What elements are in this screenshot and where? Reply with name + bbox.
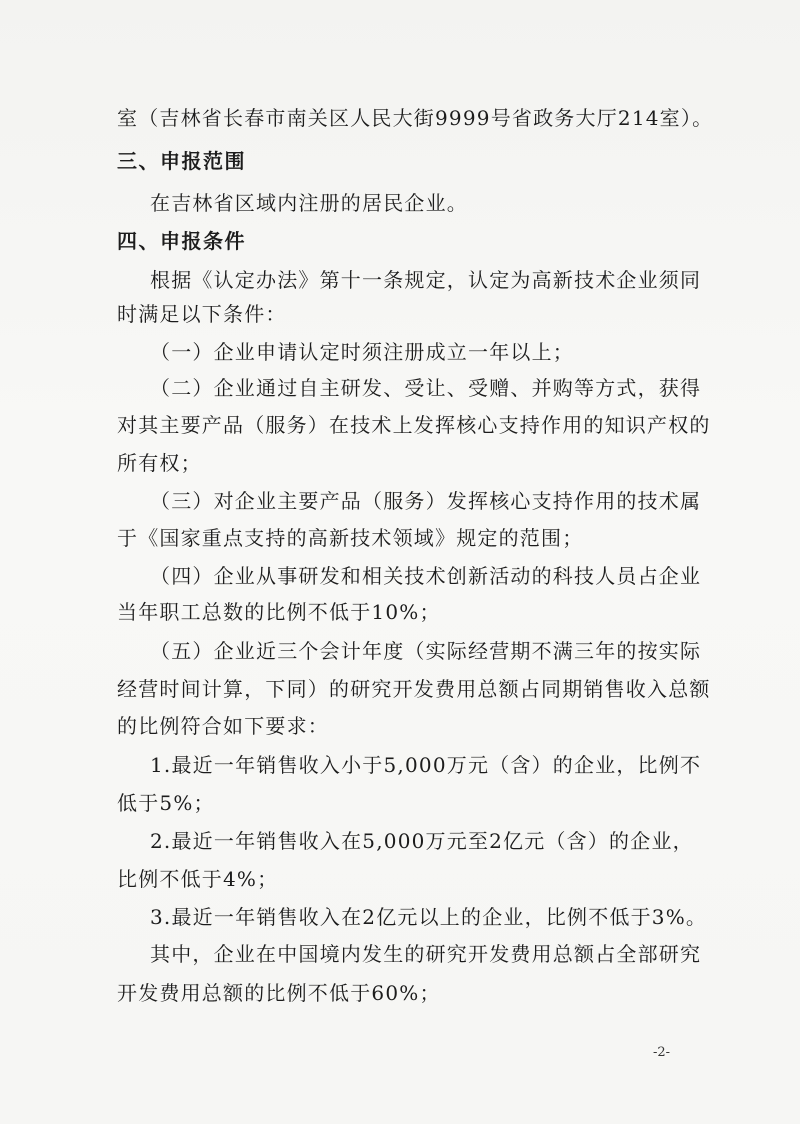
text-line: 2.最近一年销售收入在5,000万元至2亿元（含）的企业， — [150, 829, 694, 853]
text-line: 时满足以下条件： — [117, 302, 287, 326]
text-line: 比例不低于4%； — [117, 867, 279, 891]
text-line: 对其主要产品（服务）在技术上发挥核心支持作用的知识产权的 — [117, 413, 711, 437]
text-line: 当年职工总数的比例不低于10%； — [117, 600, 441, 624]
section-heading: 三、申报范围 — [117, 149, 246, 173]
text-line: （二）企业通过自主研发、受让、受赠、并购等方式，获得 — [150, 376, 702, 400]
text-line: （一）企业申请认定时须注册成立一年以上； — [150, 340, 574, 364]
text-line: 根据《认定办法》第十一条规定，认定为高新技术企业须同 — [150, 268, 702, 292]
text-line: 低于5%； — [117, 791, 215, 815]
text-line: （三）对企业主要产品（服务）发挥核心支持作用的技术属 — [150, 489, 702, 513]
text-line: 室（吉林省长春市南关区人民大街9999号省政务大厅214室）。 — [117, 106, 714, 130]
text-line: 开发费用总额的比例不低于60%； — [117, 981, 441, 1005]
text-line: 在吉林省区域内注册的居民企业。 — [150, 191, 468, 215]
text-line: （五）企业近三个会计年度（实际经营期不满三年的按实际 — [150, 639, 702, 663]
text-line: 3.最近一年销售收入在2亿元以上的企业，比例不低于3%。 — [150, 905, 708, 929]
text-line: 的比例符合如下要求： — [117, 714, 329, 738]
text-line: 于《国家重点支持的高新技术领域》规定的范围； — [117, 526, 584, 550]
text-line: （四）企业从事研发和相关技术创新活动的科技人员占企业 — [150, 564, 702, 588]
text-line: 所有权； — [117, 451, 202, 475]
text-line: 1.最近一年销售收入小于5,000万元（含）的企业，比例不 — [150, 753, 702, 777]
text-line: 经营时间计算，下同）的研究开发费用总额占同期销售收入总额 — [117, 677, 711, 701]
section-heading: 四、申报条件 — [117, 229, 246, 253]
page-number: -2- — [653, 1045, 671, 1060]
text-line: 其中，企业在中国境内发生的研究开发费用总额占全部研究 — [150, 942, 702, 966]
